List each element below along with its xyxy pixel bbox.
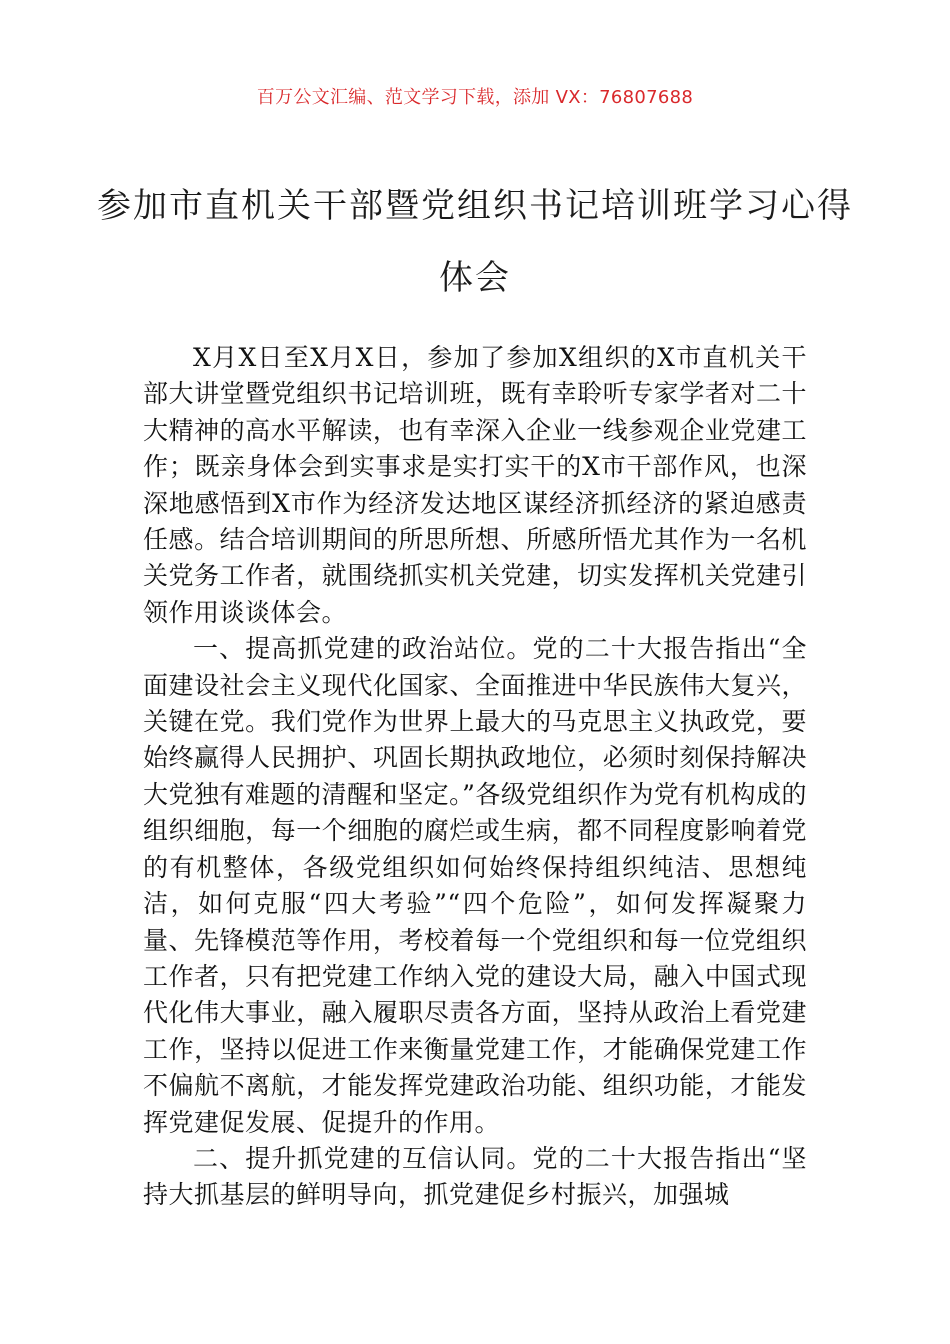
document-body	[143, 340, 807, 1214]
paragraph-section-1: 一、提高抓党建的政治站位。党的二十大报告指出“全面建设社会主义现代化国家、全面推进中华民族伟大复兴，关键在党。我们党作为世界上最大的马克思主义执政党，要始终赢得人民拥护、巩固长期执政地位，必须时刻保持解决大党独有难题的清醒和坚定。”各级党组织作为党有机构成的组织细胞，每一个细胞的腐烂或生病，都不同程度影响着党的有机整体，各级党组织如何始终保持组织纯洁、思想纯洁，如何克服“四大考验”“四个危险”，如何发挥凝聚力量、先锋模范等作用，考校着每一个党组织和每一位党组织工作者，只有把党建工作纳入党的建设大局，融入中国式现代化伟大事业，融入履职尽责各方面，坚持从政治上看党建工作，坚持以促进工作来衡量党建工作，才能确保党建工作不偏航不离航，才能发挥党建政治功能、组织功能，才能发挥党建促发展、促提升的作用。	[143, 634, 807, 1137]
document-title: 参加市直机关干部暨党组织书记培训班学习心得体会	[97, 186, 853, 298]
paragraph-intro: X月X日至X月X日，参加了参加X组织的X市直机关干部大讲堂暨党组织书记培训班，既有幸聆听专家学者对二十大精神的高水平解读，也有幸深入企业一线参观企业党建工作；既亲身体会到实事求是实打实干的X市干部作风，也深深地感悟到X市作为经济发达地区谋经济抓经济的紧迫感责任感。结合培训期间的所思所想、所感所悟尤其作为一名机关党务工作者，就围绕抓实机关党建，切实发挥机关党建引领作用谈谈体会。	[143, 343, 807, 627]
paragraph-section-2: 二、提升抓党建的互信认同。党的二十大报告指出“坚持大抓基层的鲜明导向，抓党建促乡村振兴，加强城	[143, 1143, 807, 1210]
promo-header: 百万公文汇编、范文学习下载，添加 VX：76807688	[256, 87, 694, 108]
